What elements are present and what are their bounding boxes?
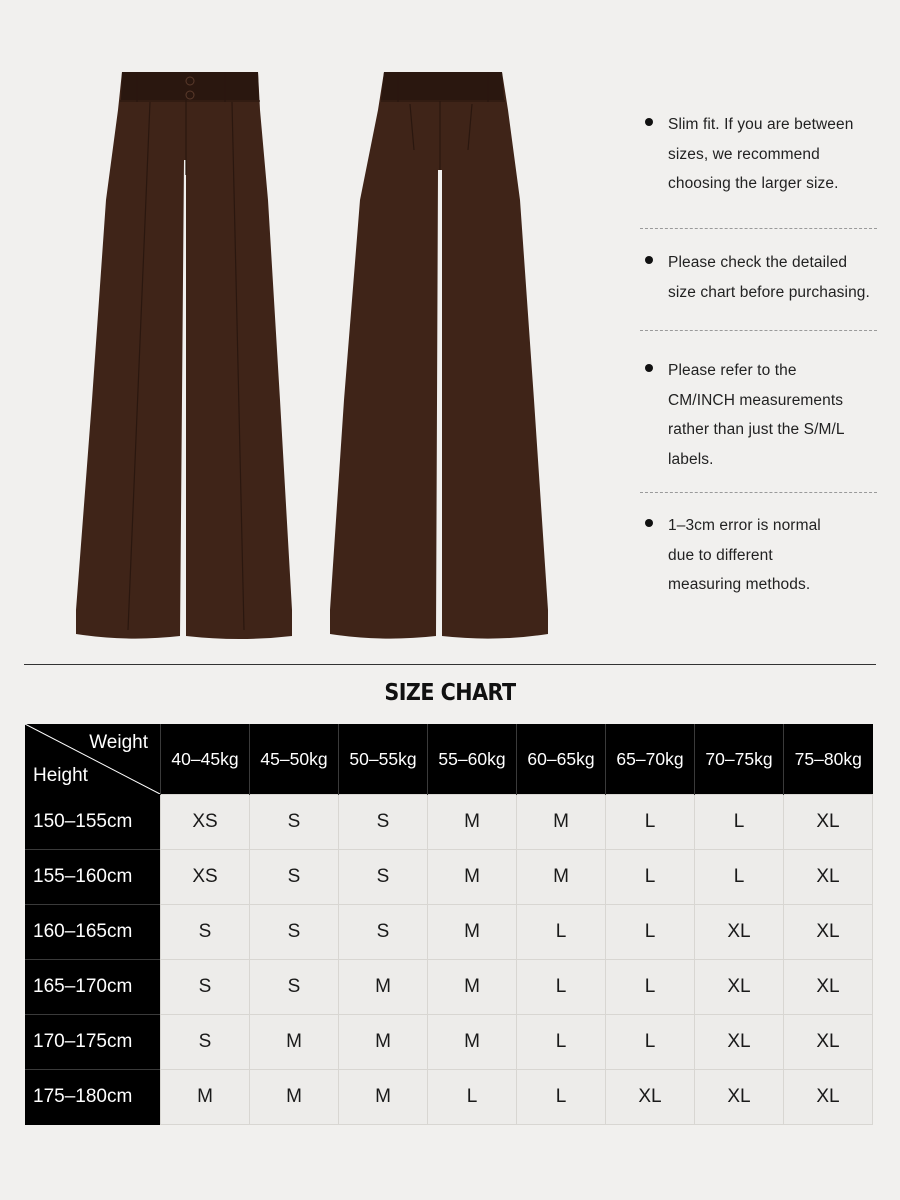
height-label: 165–170cm <box>25 960 161 1015</box>
size-cell: M <box>428 960 517 1015</box>
corner-header <box>25 724 161 795</box>
size-cell: S <box>250 795 339 850</box>
bullet-icon <box>645 364 653 372</box>
size-cell: M <box>428 905 517 960</box>
table-row <box>25 795 873 850</box>
size-cell: S <box>161 1015 250 1070</box>
size-cell: S <box>161 905 250 960</box>
weight-axis-label: Weight <box>89 732 148 753</box>
weight-header: 45–50kg <box>250 724 339 795</box>
height-label: 170–175cm <box>25 1015 161 1070</box>
size-cell: M <box>339 1015 428 1070</box>
table-row <box>25 960 873 1015</box>
height-label: 160–165cm <box>25 905 161 960</box>
size-cell: M <box>428 795 517 850</box>
weight-header: 55–60kg <box>428 724 517 795</box>
size-cell: L <box>517 1070 606 1125</box>
size-cell: L <box>606 1015 695 1070</box>
size-cell: M <box>339 960 428 1015</box>
weight-header: 50–55kg <box>339 724 428 795</box>
weight-header: 65–70kg <box>606 724 695 795</box>
table-row <box>25 1015 873 1070</box>
pants-front-shape <box>76 72 292 639</box>
size-cell: XL <box>695 1015 784 1070</box>
size-cell: S <box>250 960 339 1015</box>
note-divider <box>640 330 877 331</box>
height-label: 175–180cm <box>25 1070 161 1125</box>
size-cell: M <box>517 850 606 905</box>
size-chart-title: SIZE CHART <box>384 680 516 706</box>
weight-header: 60–65kg <box>517 724 606 795</box>
size-cell: M <box>339 1070 428 1125</box>
size-cell: L <box>695 850 784 905</box>
size-cell: XL <box>784 1015 873 1070</box>
size-cell: XS <box>161 850 250 905</box>
size-cell: L <box>606 795 695 850</box>
note-divider <box>640 492 877 493</box>
section-divider <box>24 664 876 665</box>
size-cell: M <box>428 1015 517 1070</box>
size-cell: XL <box>784 850 873 905</box>
bullet-icon <box>645 118 653 126</box>
note-divider <box>640 228 877 229</box>
product-area: Slim fit. If you are between sizes, we recommend choosing the larger size. Please check the detailed size chart before purchasing. Please refer to the CM/INCH measurements rather than just the S/M/L labels. 1–3cm error is normal due to different measuring methods. <box>0 0 900 660</box>
button-bottom <box>186 91 194 99</box>
table-row <box>25 1070 873 1125</box>
weight-header: 70–75kg <box>695 724 784 795</box>
pants-back-shape <box>330 72 548 639</box>
height-label: 155–160cm <box>25 850 161 905</box>
size-cell: L <box>517 1015 606 1070</box>
size-cell: XL <box>784 905 873 960</box>
size-cell: XL <box>695 960 784 1015</box>
size-cell: XS <box>161 795 250 850</box>
size-cell: M <box>428 850 517 905</box>
weight-header: 75–80kg <box>784 724 873 795</box>
size-cell: S <box>339 795 428 850</box>
size-cell: XL <box>695 1070 784 1125</box>
size-cell: M <box>517 795 606 850</box>
size-cell: S <box>250 850 339 905</box>
size-cell: L <box>606 905 695 960</box>
weight-header-row <box>25 724 873 795</box>
height-label: 150–155cm <box>25 795 161 850</box>
size-cell: L <box>695 795 784 850</box>
size-cell: XL <box>606 1070 695 1125</box>
size-cell: L <box>428 1070 517 1125</box>
size-cell: L <box>606 960 695 1015</box>
pants-images <box>0 0 620 660</box>
size-cell: S <box>339 850 428 905</box>
button-top <box>186 77 194 85</box>
table-row <box>25 850 873 905</box>
size-cell: XL <box>784 795 873 850</box>
size-cell: M <box>250 1070 339 1125</box>
height-axis-label: Height <box>33 764 88 786</box>
size-chart-table <box>25 724 873 1125</box>
size-cell: M <box>161 1070 250 1125</box>
size-cell: L <box>517 960 606 1015</box>
bullet-icon <box>645 519 653 527</box>
size-cell: L <box>606 850 695 905</box>
size-cell: M <box>250 1015 339 1070</box>
size-cell: XL <box>695 905 784 960</box>
table-row <box>25 905 873 960</box>
size-cell: S <box>250 905 339 960</box>
pants-back-view <box>330 72 548 639</box>
pants-front-view <box>76 72 292 639</box>
size-cell: S <box>161 960 250 1015</box>
bullet-icon <box>645 256 653 264</box>
size-cell: XL <box>784 960 873 1015</box>
size-cell: S <box>339 905 428 960</box>
size-cell: XL <box>784 1070 873 1125</box>
size-cell: L <box>517 905 606 960</box>
weight-header: 40–45kg <box>161 724 250 795</box>
